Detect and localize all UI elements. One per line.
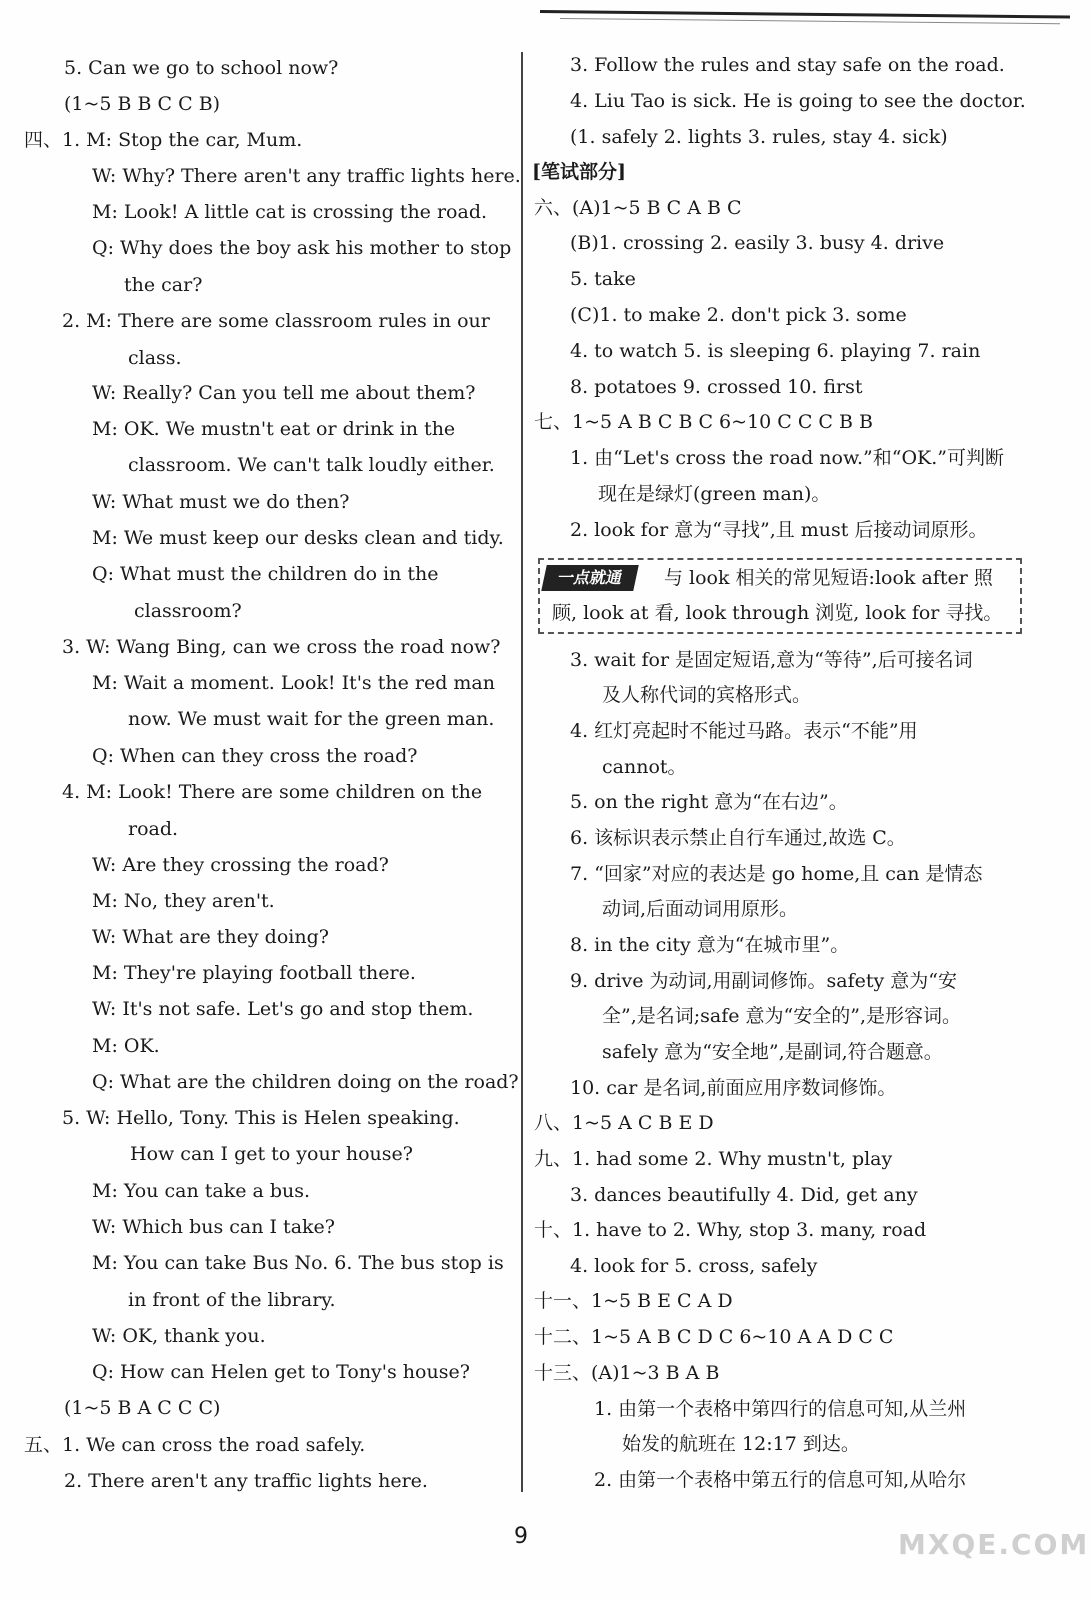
top-rule [540,10,1070,19]
text-line: 现在是绿灯(green man)。 [598,483,831,505]
text-line: W: It's not safe. Let's go and stop them. [92,998,474,1020]
text-line: 始发的航班在 12:17 到达。 [622,1433,860,1455]
text-line: 8. potatoes 9. crossed 10. first [570,376,863,398]
section-header: [笔试部分] [532,161,626,183]
text-line: (C)1. to make 2. don't pick 3. some [570,304,907,326]
text-line: the car? [124,274,203,296]
tip-label: 一点就通 [541,565,639,591]
text-line: 3. wait for 是固定短语,意为“等待”,后可接名词 [570,649,973,671]
text-line: classroom. We can't talk loudly either. [128,454,495,476]
text-line: 4. look for 5. cross, safely [570,1255,818,1277]
text-line: 十三、(A)1~3 B A B [534,1362,720,1384]
text-line: 九、1. had some 2. Why mustn't, play [534,1148,893,1170]
top-rule-thin [560,18,1060,24]
text-line: W: OK, thank you. [92,1325,266,1347]
text-line: 全”,是名词;safe 意为“安全的”,是形容词。 [602,1005,962,1027]
text-line: W: Which bus can I take? [92,1216,335,1238]
text-line: (1~5 B A C C C) [64,1397,221,1419]
text-line: 3. Follow the rules and stay safe on the road. [570,54,1005,76]
text-line: W: Are they crossing the road? [92,854,389,876]
text-line: 2. 由第一个表格中第五行的信息可知,从哈尔 [594,1469,967,1491]
text-line: M: Look! A little cat is crossing the road. [92,201,488,223]
text-line: now. We must wait for the green man. [128,708,495,730]
text-line: 五、1. We can cross the road safely. [24,1434,366,1456]
text-line: 十二、1~5 A B C D C 6~10 A A D C C [534,1326,894,1348]
text-line: M: You can take Bus No. 6. The bus stop is [92,1252,504,1274]
text-line: 5. take [570,268,636,290]
text-line: 四、1. M: Stop the car, Mum. [24,129,303,151]
text-line: 1. 由第一个表格中第四行的信息可知,从兰州 [594,1398,967,1420]
text-line: 十、1. have to 2. Why, stop 3. many, road [534,1219,927,1241]
text-line: 六、(A)1~5 B C A B C [534,197,742,219]
text-line: 5. W: Hello, Tony. This is Helen speaking. [62,1107,460,1129]
text-line: safely 意为“安全地”,是副词,符合题意。 [602,1041,943,1063]
text-line: (1~5 B B C C B) [64,93,221,115]
text-line: 3. dances beautifully 4. Did, get any [570,1184,918,1206]
text-line: 7. “回家”对应的表达是 go home,且 can 是情态 [570,863,983,885]
text-line: 及人称代词的宾格形式。 [602,684,812,706]
text-line: road. [128,818,179,840]
text-line: 4. 红灯亮起时不能过马路。表示“不能”用 [570,720,918,742]
text-line: M: Wait a moment. Look! It's the red man [92,672,495,694]
text-line: (B)1. crossing 2. easily 3. busy 4. drive [570,232,945,254]
text-line: 七、1~5 A B C B C 6~10 C C C B B [534,411,873,433]
text-line: M: You can take a bus. [92,1180,311,1202]
text-line: (1. safely 2. lights 3. rules, stay 4. sick) [570,126,948,148]
text-line: W: Why? There aren't any traffic lights here. [92,165,521,187]
text-line: cannot。 [602,756,687,778]
text-line: in front of the library. [128,1289,336,1311]
text-line: class. [128,347,182,369]
text-line: 3. W: Wang Bing, can we cross the road now? [62,636,501,658]
page-number: 9 [514,1524,528,1549]
text-line: M: They're playing football there. [92,962,416,984]
text-line: 4. to watch 5. is sleeping 6. playing 7. rain [570,340,981,362]
tip-text: 顾, look at 看, look through 浏览, look for 寻找。 [552,602,1003,624]
text-line: 2. There aren't any traffic lights here. [64,1470,428,1492]
text-line: 十一、1~5 B E C A D [534,1290,733,1312]
text-line: Q: What are the children doing on the road? [92,1071,519,1093]
text-line: Q: What must the children do in the [92,563,439,585]
text-line: Q: When can they cross the road? [92,745,418,767]
text-line: W: What are they doing? [92,926,329,948]
text-line: M: No, they aren't. [92,890,275,912]
text-line: 9. drive 为动词,用副词修饰。safety 意为“安 [570,970,958,992]
text-line: classroom? [134,600,242,622]
text-line: Q: Why does the boy ask his mother to stop [92,237,512,259]
text-line: 2. M: There are some classroom rules in our [62,310,490,332]
text-line: 1. 由“Let's cross the road now.”和“OK.”可判断 [570,447,1004,469]
text-line: W: What must we do then? [92,491,350,513]
text-line: 八、1~5 A C B E D [534,1112,714,1134]
text-line: M: We must keep our desks clean and tidy. [92,527,504,549]
text-line: 8. in the city 意为“在城市里”。 [570,934,850,956]
text-line: 10. car 是名词,前面应用序数词修饰。 [570,1077,897,1099]
text-line: 动词,后面动词用原形。 [602,898,799,920]
text-line: 5. Can we go to school now? [64,57,339,79]
text-line: How can I get to your house? [130,1143,413,1165]
text-line: 6. 该标识表示禁止自行车通过,故选 C。 [570,827,906,849]
text-line: M: OK. We mustn't eat or drink in the [92,418,456,440]
text-line: 2. look for 意为“寻找”,且 must 后接动词原形。 [570,519,988,541]
text-line: 5. on the right 意为“在右边”。 [570,791,848,813]
text-line: M: OK. [92,1035,160,1057]
column-divider [521,52,523,1492]
text-line: 4. M: Look! There are some children on the [62,781,483,803]
tip-text: 与 look 相关的常见短语:look after 照 [664,567,993,589]
text-line: Q: How can Helen get to Tony's house? [92,1361,470,1383]
text-line: 4. Liu Tao is sick. He is going to see the doctor. [570,90,1026,112]
watermark: MXQE.COM [898,1528,1090,1561]
text-line: W: Really? Can you tell me about them? [92,382,476,404]
